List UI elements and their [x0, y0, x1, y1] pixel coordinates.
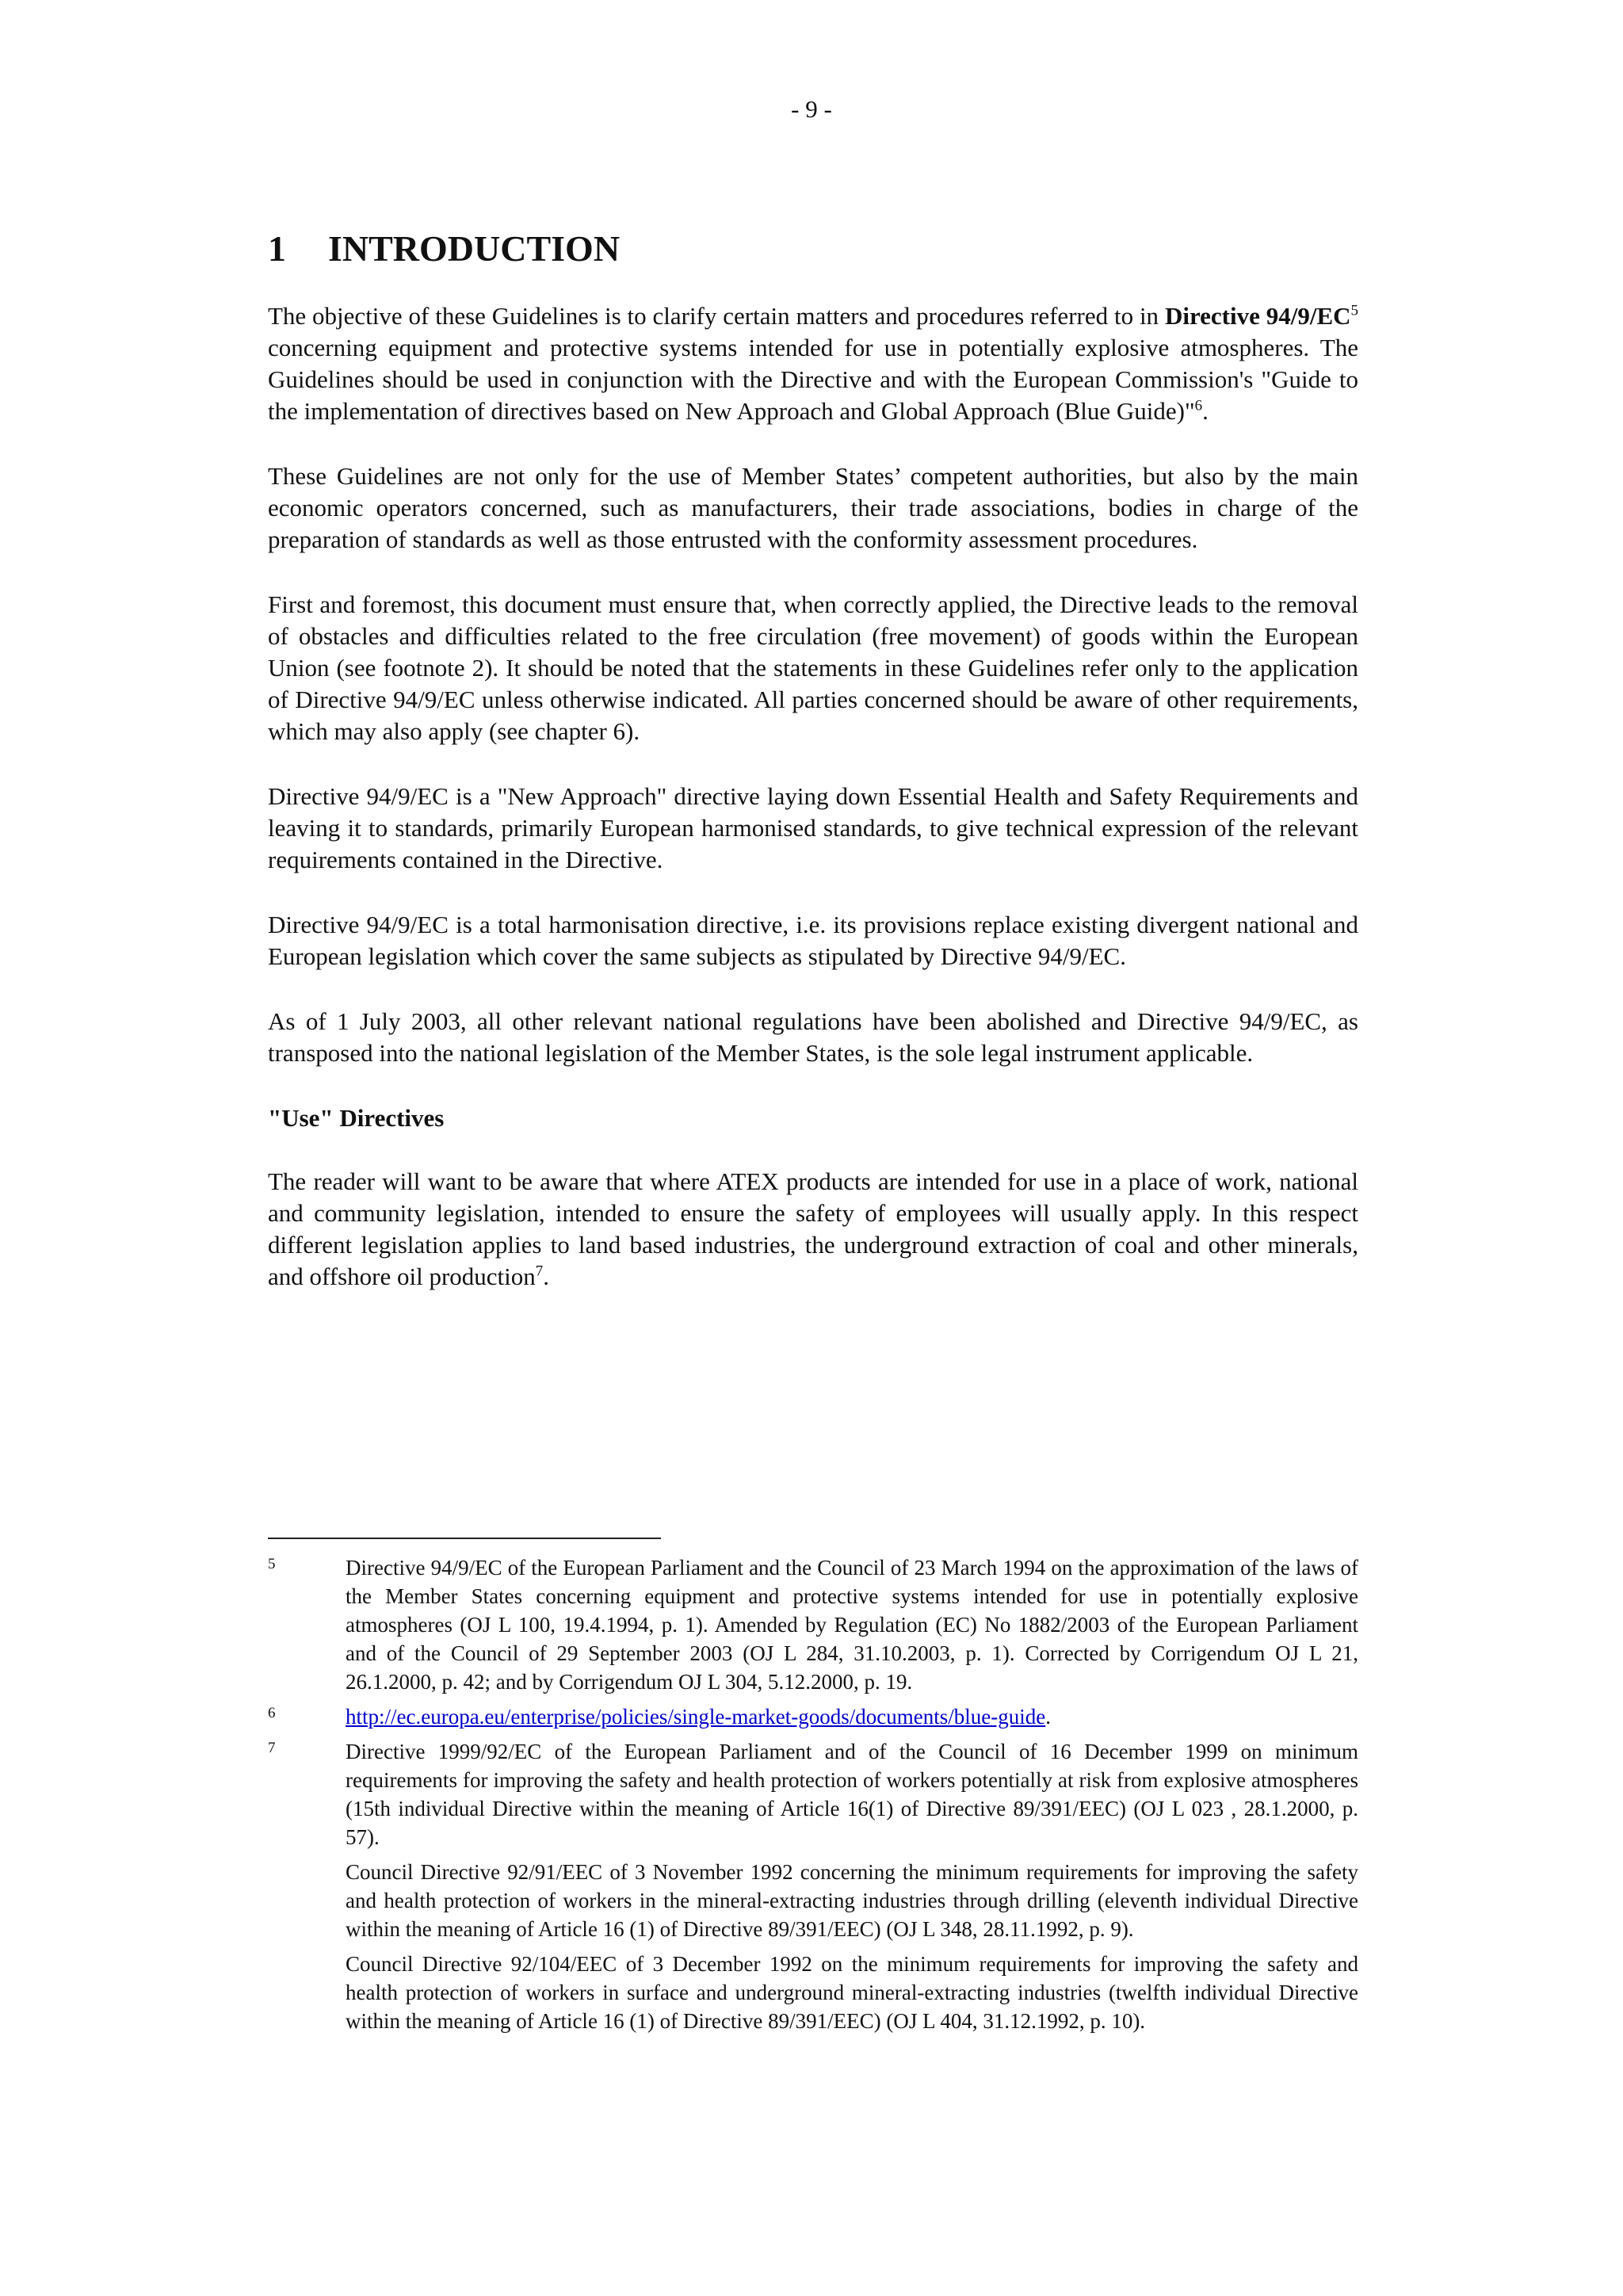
footnote-ref-5: 5: [1350, 302, 1359, 319]
paragraph-6: As of 1 July 2003, all other relevant national regulations have been abolished and Directive 94/9/EC, as transposed into the national legislation of the Member States, is the sole legal instrument applicable.: [268, 1007, 1358, 1068]
footnote-6: [268, 1702, 1358, 1731]
footnote-7-para-3: Council Directive 92/104/EEC of 3 December 1992 on the minimum requirements for improving the safety and health protection of workers in surface and underground mineral-extracting industries (twelfth individual Directive within the meaning of Article 16 (1) of Directive 89/391/EEC) (OJ L 404, 31.12.1992, p. 10).: [346, 1952, 1358, 2033]
use-directives-subheading: "Use" Directives: [268, 1104, 445, 1133]
directive-reference: Directive 94/9/EC: [1164, 302, 1351, 330]
main-content: [268, 227, 1358, 1326]
footnotes: [268, 1553, 1358, 2042]
footnote-7: [268, 1737, 1358, 2035]
paragraph-1-text-b: concerning equipment and protective systems intended for use in potentially explosive atmospheres. The Guidelines should be used in conjunction with the Directive and with the European Commission's "Guide to the implementation of directives based on New Approach and Global Approach (Blue Guide)": [268, 334, 1358, 426]
paragraph-3: First and foremost, this document must ensure that, when correctly applied, the Directive leads to the removal of obstacles and difficulties related to the free circulation (free movement) of goods within the European Union (see footnote 2). It should be noted that the statements in these Guidelines refer only to the application of Directive 94/9/EC unless otherwise indicated. All parties concerned should be aware of other requirements, which may also apply (see chapter 6).: [268, 590, 1358, 746]
footnote-6-text: [346, 1702, 1358, 1731]
page-number: - 9 -: [791, 95, 832, 123]
paragraph-1: [268, 300, 1358, 427]
footnote-ref-7: 7: [535, 1263, 544, 1280]
footnote-5-text: Directive 94/9/EC of the European Parliament and the Council of 23 March 1994 on the approximation of the laws of the Member States concerning equipment and protective systems intended for use in potentially explosive atmospheres (OJ L 100, 19.4.1994, p. 1). Amended by Regulation (EC) No 1882/2003 of the European Parliament and of the Council of 29 September 2003 (OJ L 284, 31.10.2003, p. 1). Corrected by Corrigendum OJ L 21, 26.1.2000, p. 42; and by Corrigendum OJ L 304, 5.12.2000, p. 19.: [346, 1556, 1358, 1694]
footnote-6-mark: 6: [268, 1705, 276, 1721]
section-title: INTRODUCTION: [328, 228, 621, 269]
footnote-5: [268, 1553, 1358, 1696]
footnote-7-para-2: Council Directive 92/91/EEC of 3 November 1992 concerning the minimum requirements for improving the safety and health protection of workers in the mineral-extracting industries through drilling (eleventh individual Directive within the meaning of Article 16 (1) of Directive 89/391/EEC) (OJ L 348, 28.11.1992, p. 9).: [346, 1860, 1358, 1941]
blue-guide-link[interactable]: http://ec.europa.eu/enterprise/policies/single-market-goods/documents/blue-guide: [346, 1705, 1046, 1729]
paragraph-7: [268, 1166, 1358, 1293]
paragraph-7-text-b: .: [543, 1263, 550, 1291]
footnote-separator: [268, 1538, 661, 1539]
footnote-7-para-1: Directive 1999/92/EC of the European Parliament and of the Council of 16 December 1999 on minimum requirements for improving the safety and health protection of workers potentially at risk from explosive atmospheres (15th individual Directive within the meaning of Article 16(1) of Directive 89/391/EEC) (OJ L 023 , 28.1.2000, p. 57).: [346, 1740, 1358, 1849]
paragraph-7-text-a: The reader will want to be aware that where ATEX products are intended for use in a place of work, national and community legislation, intended to ensure the safety of employees will usually apply. In this respect different legislation applies to land based industries, the underground extraction of coal and other minerals, and offshore oil production: [268, 1167, 1358, 1291]
footnote-6-period: .: [1045, 1705, 1051, 1729]
section-number: 1: [268, 228, 286, 269]
paragraph-1-text-c: .: [1202, 397, 1209, 426]
footnote-7-mark: 7: [268, 1740, 276, 1756]
footnote-5-mark: 5: [268, 1556, 276, 1572]
paragraph-4: Directive 94/9/EC is a "New Approach" directive laying down Essential Health and Safety Requirements and leaving it to standards, primarily European harmonised standards, to give technical expression of the relevant requirements contained in the Directive.: [268, 782, 1358, 874]
section-heading: [268, 227, 1358, 270]
paragraph-2: These Guidelines are not only for the use of Member States’ competent authorities, but also by the main economic operators concerned, such as manufacturers, their trade associations, bodies in charge of the preparation of standards as well as those entrusted with the conformity assessment procedures.: [268, 462, 1358, 554]
footnote-ref-6: 6: [1194, 397, 1203, 415]
paragraph-1-text-a: The objective of these Guidelines is to clarify certain matters and procedures referred to in: [268, 302, 1165, 330]
paragraph-5: Directive 94/9/EC is a total harmonisation directive, i.e. its provisions replace existing divergent national and European legislation which cover the same subjects as stipulated by Directive 94/9/EC.: [268, 911, 1358, 971]
